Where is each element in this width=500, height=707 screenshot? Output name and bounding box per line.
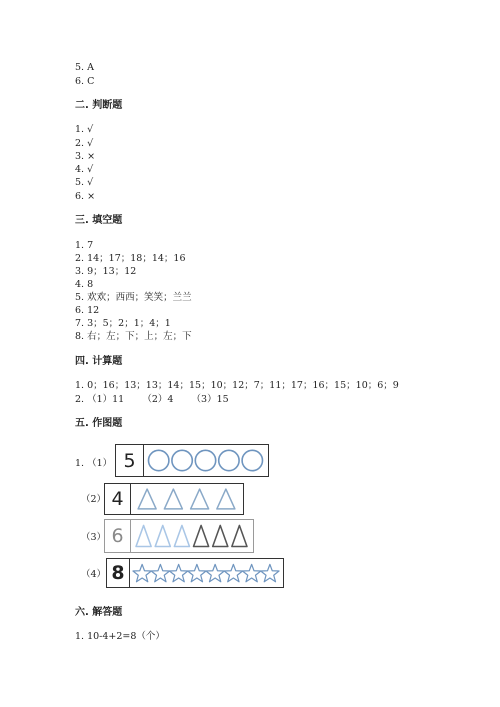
- answer-line: 3. ×: [75, 151, 96, 162]
- star-shape: [169, 564, 187, 581]
- section-heading: 二. 判断题: [75, 100, 123, 111]
- circles-group: [143, 445, 268, 476]
- triangle-shape: [194, 525, 209, 546]
- answer-line: 5. 欢欢；西西；笑笑；兰兰: [75, 292, 192, 303]
- star-shape: [242, 564, 260, 581]
- count-number: 6: [105, 520, 131, 552]
- section-heading: 六. 解答题: [75, 607, 123, 618]
- answer-line: 6. 12: [75, 305, 100, 316]
- drawing-box-3: [104, 519, 254, 553]
- answer-line: 4. √: [75, 164, 94, 175]
- drawing-box-1: [115, 444, 269, 477]
- triangle-shape: [174, 525, 189, 546]
- answer-line: 2. √: [75, 138, 94, 149]
- star-shape: [261, 564, 279, 581]
- count-number: 5: [116, 445, 144, 476]
- drawing-row-label: （2）: [81, 494, 107, 505]
- answer-line: 5. √: [75, 177, 94, 188]
- answer-line: 2. 14；17；18；14；16: [75, 253, 186, 264]
- circle-shape: [242, 450, 262, 470]
- star-shape: [188, 564, 206, 581]
- triangle-shape: [217, 489, 235, 509]
- drawing-row-label: （4）: [81, 569, 107, 580]
- count-number: 4: [105, 484, 131, 514]
- triangle-shape: [213, 525, 228, 546]
- drawing-box-4: [106, 558, 284, 588]
- star-shape: [133, 564, 151, 581]
- answer-line: 6. C: [75, 76, 95, 87]
- drawing-row-label: 1. （1）: [75, 458, 113, 469]
- drawing-box-2: [104, 483, 244, 515]
- answer-line: 5. A: [75, 62, 94, 73]
- section-heading: 五. 作图题: [75, 418, 123, 429]
- star-shape: [206, 564, 224, 581]
- answer-line: 1. 7: [75, 240, 94, 251]
- triangles-group: [130, 520, 253, 552]
- answer-line: 6. ×: [75, 191, 96, 202]
- answer-line: 4. 8: [75, 279, 94, 290]
- answer-line: 1. 10-4+2=8（个）: [75, 631, 165, 642]
- stars-group: [129, 559, 283, 587]
- circle-shape: [195, 450, 215, 470]
- section-heading: 三. 填空题: [75, 215, 123, 226]
- triangle-shape: [136, 525, 151, 546]
- triangle-shape: [191, 489, 209, 509]
- circle-shape: [219, 450, 239, 470]
- star-shape: [224, 564, 242, 581]
- answer-line: 3. 9；13；12: [75, 266, 137, 277]
- drawing-row-label: （3）: [81, 532, 107, 543]
- answer-line: 2. （1）11 （2）4 （3）15: [75, 394, 229, 405]
- circle-shape: [149, 450, 169, 470]
- answer-line: 1. 0；16；13；13；14；15；10；12；7；11；17；16；15；10；6；9: [75, 380, 399, 391]
- star-shape: [151, 564, 169, 581]
- triangle-shape: [232, 525, 247, 546]
- triangles-group: [130, 484, 243, 514]
- triangle-shape: [155, 525, 170, 546]
- answer-line: 8. 右；左；下；上；左；下: [75, 331, 192, 342]
- triangle-shape: [138, 489, 156, 509]
- section-heading: 四. 计算题: [75, 356, 123, 367]
- answer-line: 7. 3；5；2；1；4；1: [75, 318, 171, 329]
- answer-line: 1. √: [75, 124, 94, 135]
- count-number: 8: [107, 559, 130, 587]
- circle-shape: [172, 450, 192, 470]
- triangle-shape: [164, 489, 182, 509]
